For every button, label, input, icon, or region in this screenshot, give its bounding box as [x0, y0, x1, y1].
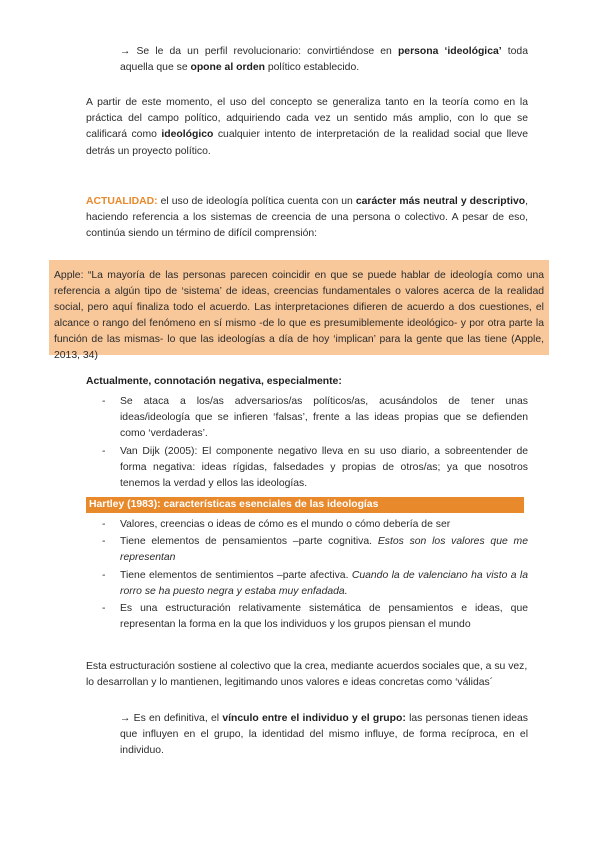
- list-item: - Valores, creencias o ideas de cómo es el mundo o cómo debería de ser: [102, 517, 528, 533]
- hartley-characteristics-list: [102, 517, 528, 633]
- structuring-paragraph: Esta estructuración sostiene al colectivo que la crea, mediante acuerdos sociales que, a su vez, lo desarrollan y lo mantienen, legitimando unos valores e ideas concretas como ‘válidas´: [86, 661, 528, 689]
- list-item: - Es una estructuración relativamente sistemática de pensamientos e ideas, que representan la forma en la que los individuos y los grupos piensan el mundo: [102, 603, 528, 631]
- generalization-paragraph: A partir de este momento, el uso del concepto se generaliza tanto en la teoría como en la práctica del campo político, adquiriendo cada vez un sentido más amplio, con lo que se calificará como ideológico cualquier intento de interpretación de la realidad social que lleve detrás un proyecto político.: [86, 97, 528, 157]
- dash-bullet: -: [102, 569, 106, 581]
- individual-group-link-paragraph: → Es en definitiva, el vínculo entre el individuo y el grupo: las personas tienen ideas que influyen en el grupo, la identidad del mismo influye, de forma recíproca, en el individuo.: [120, 713, 529, 757]
- list-item: - Van Dijk (2005): El componente negativo lleva en su uso diario, a sobreentender de forma negativa: ideas rígidas, falsedades y propias de otros/as; ya que nosotros tenemos la verdad y ellos las ideologías.: [102, 445, 528, 490]
- bold-phrase: vínculo entre el individuo y el grupo:: [222, 713, 406, 724]
- list-item: - Se ataca a los/as adversarios/as políticos/as, acusándolos de tener unas ideas/ideología que se infieren ‘falsas’, frente a las ideas propias que se defienden como ‘verdaderas’.: [102, 396, 528, 440]
- actualidad-label: ACTUALIDAD:: [86, 196, 158, 207]
- list-item: - Tiene elementos de pensamientos –parte cognitiva. Estos son los valores que me representan: [102, 536, 528, 564]
- dash-bullet: -: [102, 519, 106, 530]
- bold-phrase: opone al orden: [190, 62, 265, 74]
- apple-quote-box: [49, 260, 549, 361]
- italic-example: Cuando la de valenciano ha visto a la rorro se ha puesto negra y estaba muy enfadada.: [120, 569, 528, 597]
- apple-quote-text: Apple: “La mayoría de las personas parecen coincidir en que se puede hablar de ideología como una referencia a algún tipo de ‘sistema’ de ideas, creencias fundamentales o valores acerca de la realidad social, pero aquí finaliza todo el acuerdo. Las interpretaciones difieren de acuerdo a dos cuestiones, el alcance o rango del fenómeno en sí mismo -de lo que es presumiblemente ideológico- y por otra parte la función de las mismas- lo que las ideologías a día de hoy ‘implican’ para la gente que las tiene (Apple, 2013, 34): [54, 270, 544, 361]
- dash-bullet: -: [102, 445, 106, 457]
- list-item: - Tiene elementos de sentimientos –parte afectiva. Cuando la de valenciano ha visto a la rorro se ha puesto negra y estaba muy enfadada.: [102, 569, 528, 597]
- bold-phrase: persona ‘ideológica’: [397, 46, 502, 57]
- revolutionary-profile-paragraph: → Se le da un perfil revolucionario: convirtiéndose en persona ‘ideológica’ toda aquella que se opone al orden político establecido.: [120, 46, 528, 74]
- hartley-heading: Hartley (1983): características esenciales de las ideologías: [89, 499, 379, 510]
- actualidad-paragraph: ACTUALIDAD: el uso de ideología política cuenta con un carácter más neutral y descriptivo, haciendo referencia a los sistemas de creencia de una persona o colectivo. A pesar de eso, continúa siendo un término de difícil comprensión:: [86, 196, 528, 240]
- dash-bullet: -: [102, 536, 106, 548]
- dash-bullet: -: [102, 396, 106, 407]
- negative-connotation-heading: Actualmente, connotación negativa, especialmente:: [86, 376, 342, 387]
- bold-phrase: ideológico: [161, 129, 214, 141]
- hartley-heading-bar: [86, 497, 524, 513]
- dash-bullet: -: [102, 603, 106, 615]
- bold-phrase: carácter más neutral y descriptivo: [355, 196, 526, 207]
- italic-example: Estos son los valores que me representan: [120, 536, 528, 564]
- arrow-icon: →: [120, 46, 131, 57]
- negative-connotation-list: [102, 394, 528, 492]
- arrow-icon: →: [120, 713, 131, 724]
